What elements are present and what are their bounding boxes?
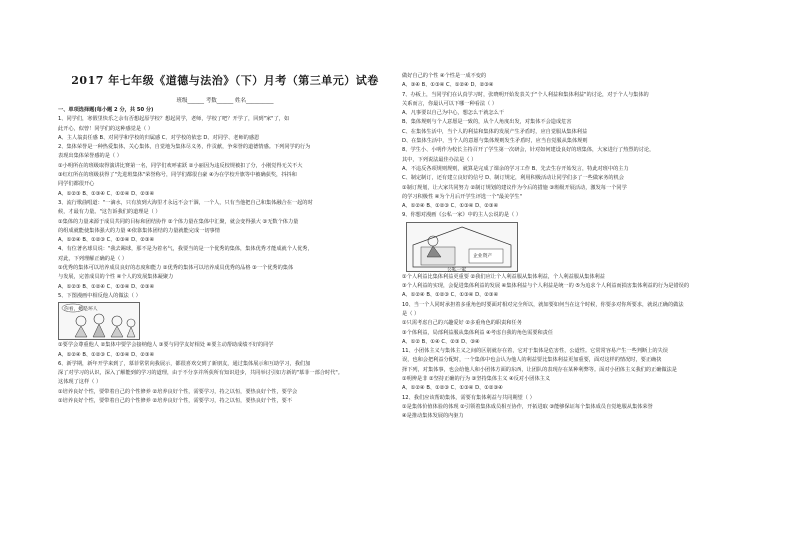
- left-column: [58, 106, 388, 406]
- question-text-line: ③红红所在的班级获得了"先进班集体"荣誉称号，同学们都很自豪 ④为在学校升旗等中被确获奖，抖抖和: [58, 172, 297, 179]
- question-text-line: ③个人利益的实现，会促进集体利益的发展 ④集体利益与个人利益是统一的 ⑤为追求个人利益而损害集体利益的行为是错误的: [402, 283, 690, 290]
- question-text-line: 6、新学期，新年开学来到了，慕菲常常向我展示，都很喜欢交到了新朋友，通过集体展示和互助学习，我们加: [58, 360, 311, 367]
- question-text-line: 做好自己的个性 ④个性是一成不变的: [402, 73, 487, 79]
- cartoon1-caption: 你看，她是坏人: [64, 307, 98, 313]
- exam-title: 2017 年七年级《道德与法治》（下）月考（第三单元）试卷: [71, 74, 379, 87]
- question-text-line: 择下列，对集体事，也会给他人和小团体方面的东西，让团队的表现存在某种利弊等。面对小团体主义我们的正确做法是: [402, 366, 677, 373]
- question-text-line: ①是集体价值体验的体现 ②引领着集体成员相互协作，开拓进取 ③能够保证每个集体成员自觉地服从集体荣誉: [402, 403, 653, 410]
- question-text-line: A、主人翁责任感 B、对同学和学校的归属感 C、对学校的依恋 D、对同学、老师的感恩: [58, 134, 260, 141]
- question-text-line: A、①②④ B、①②③ C、①③④ D、②③④: [58, 351, 155, 358]
- question-text-line: B、集体规则与个人意愿是一致的，从个人角度出发，对集体不会造成危害: [402, 119, 572, 126]
- question-text-line: ①只需考虑自己的兴趣爱好 ②多重角色的职责和任务: [402, 320, 522, 327]
- question-text-line: 8、学生小、小明作为校长主持召开了学生第一次研会，针对如何建设良好的班集体，大家进行了热烈的讨论，: [402, 147, 655, 154]
- question-text-line: 误，也和会把利益分配时，一个集体中也会认为他人的利益要比集体利益更加重要，面对这样的情况时，要正确抉: [402, 357, 662, 364]
- question-text-line: 其中，下列说法最佳办法是（ ）: [402, 156, 477, 163]
- question-text-line: A、①②④ B、①②③ C、①③④ D、②③④: [58, 237, 155, 244]
- question-text-line: C、在集体生活中，当个人的利益和集体的发展产生矛盾时，应自觉服从集体利益: [402, 128, 588, 135]
- question-text-line: 表现出集体荣誉感的是（ ）: [58, 153, 122, 160]
- question-text-line: 此开心，似曾！同学们的这种感觉是（ ）: [58, 125, 154, 132]
- cartoon-public-private-image: [406, 222, 518, 272]
- question-text-line: 11、小团体主义与集体主义之间的区别就存在着，它对于集体是危害性，公道性。它常常容易产生一些判断上的失误: [402, 348, 668, 355]
- question-text-line: ①优秀的集体可以培养成员良好的态度和能力 ②优秀的集体可以培养成员优秀的品格 ③一个优秀的集体: [58, 265, 294, 272]
- right-column: [402, 72, 742, 422]
- question-text-line: ①培养良好个性，要带着自己的个性修养 ②培养良好个性，需要学习，持之以恒，要热良好个性，要学会: [58, 388, 298, 395]
- question-text-line: 1、同学们，寒假里快乐之余有否想起原学校？想起同学，老师，学校了吧？开学了，回到"家"了，如: [58, 116, 290, 123]
- question-text-line: 9、你想对漫画《公私一家》中的主人公说的是（ ）: [402, 212, 522, 219]
- question-text-line: ①制订规划，让大家共同努力 ②制订规划的建议作为今后的措施 ③班级开展活动，激发每一个同学: [402, 184, 627, 191]
- question-text-line: 关系而言，你最认可以下哪一种看法（ ）: [402, 100, 498, 107]
- question-text-line: A、①②③ B、①②④ C、①③④ D、②③④: [58, 283, 155, 290]
- question-text-line: 2、集体荣誉是一种热爱集体，关心集体，自觉地为集体尽义务，作贡献，争荣誉的道德情感。下列同学的行为: [58, 144, 311, 151]
- question-text-line: ④是推动集体发展的内驱力: [402, 413, 464, 420]
- question-text-line: ①个人利益比集体利益更重要 ②我们应让个人利益服从集体利益，个人利益服从集体利益: [402, 273, 605, 280]
- question-text-line: 的学习积极性 ④为个月后开学生评选一个"最美学生": [402, 193, 523, 200]
- question-text-line: 深了对学习的认识，深入了解能到的学习的道理，由于不分享并所获所有知识进步，共同举讨引如方新的"慕菲一部合时代"。: [58, 370, 343, 377]
- question-text-line: ①明辨是非 ②坚持正确的行为 ③坚持集体主义 ④反对小团体主义: [402, 376, 551, 383]
- question-text-line: 4、有位著名球员说："我去踢球，那不是为着名气，我要当的是一个优秀的集体，集体优秀才能成就个人优秀，: [58, 246, 313, 253]
- question-text-line: 7、办板上，当同学们在认真学习时，张晓明开始发表关于"个人利益和集体利益"的讨论，对于个人与集体的: [402, 91, 649, 98]
- question-text-line: A、①②③ B、①③④ C、①②④ D、②③④: [58, 190, 155, 197]
- question-text-line: A、不违反各项规则规则，就算是完成了课余的学习工作 B、先去生存开始发言，特此对班中的主力: [402, 165, 629, 172]
- student-info-line: 班级______ 考数______ 姓名__________: [176, 98, 274, 104]
- question-text-line: 3、流行歌曲唱道："一滴水，只有放到大海里才永远不会干涸，一个人，只有当他把自己和集体融合在一起的时: [58, 199, 313, 206]
- question-text-line: A、①②④ B、①②③ C、①③④ D、②③④: [402, 203, 499, 210]
- question-text-line: C、制定制订，还有建立良好的信号 D、制订规定，利用积极活动让同学们多了一些做家务的机会: [402, 175, 624, 182]
- question-text-line: 10、当一个人同时承担着多重角色时要面对相对完全所以，就如要如何当在这个时候，你要多对你所要求，就说正确的做法: [402, 301, 684, 308]
- question-text-line: A、①②④ B、①②③ C、①③④ D、①②③④: [402, 385, 503, 392]
- question-text-line: ①要学会尊重他人 ②集体中要学会接纳他人 ③要与同学友好相处 ④要主动帮助成绩不好的同学: [58, 342, 274, 349]
- house-drawing: [407, 223, 517, 271]
- question-text-line: A、③④ B、①③④ C、①②④ D、②③④: [402, 82, 494, 89]
- question-text-line: D、在集体生活中，当个人的意愿与集体规则发生矛盾时，应当自觉服从集体规则: [402, 138, 588, 145]
- question-text-line: 候，才最有力量。"这告诉我们的道理是（ ）: [58, 209, 161, 216]
- question-text-line: ①集体的力量来源于成员共同的目标和团结协作 ②个体力量在集体中汇聚，就会变得强大 ③无数个体力量: [58, 218, 299, 225]
- question-text-line: 的组成就能使集体强大的力量 ④依靠集体团结的力量就能完成一切事情: [58, 227, 220, 234]
- question-text-line: A、①②④ B、①②③ C、①③④ D、②③④: [402, 292, 499, 299]
- cartoon-classmates-image: [58, 302, 140, 340]
- question-text-line: 12、我们应该帮助集体，需要有集体利益与共同期望（ ）: [402, 394, 535, 401]
- cartoon2-label: 企业资产: [473, 253, 493, 259]
- question-text-line: A、①② B、①④ C、②③ D、③④: [402, 338, 480, 345]
- question-text-line: ③个体利益，局部利益服从集体利益 ④考虑自我的角色需要和责任: [402, 329, 554, 336]
- question-text-line: A、凡事要以自己为中心，想怎么干就怎么干: [402, 110, 505, 117]
- question-text-line: ①培养良好个性，要带着自己的个性修养 ②培养良好个性，需要学习，持之以恒，要热良好个性，要不: [58, 398, 293, 405]
- question-text-line: 对此，下列理解正确的是（ ）: [58, 255, 128, 262]
- question-text-line: ①小明所在的班级取得演讲比赛第一名，同学们欢呼雀跃 ②小丽因为违反校规被扣了分，小刚觉得无关不大: [58, 162, 303, 169]
- question-text-line: 5、下图漫画中相反他人的做法（ ）: [58, 292, 141, 299]
- cartoon2-title: 公私一家: [447, 267, 467, 273]
- question-text-line: 一、单项选择题(每小题 2 分，共 50 分): [58, 107, 154, 113]
- question-text-line: 这体现了这样（ ）: [58, 379, 102, 386]
- question-text-line: 同学们都很开心: [58, 181, 95, 188]
- question-text-line: 是（ ）: [402, 310, 420, 317]
- question-text-line: 与发展，完善成员的个性 ④个人的发展集体凝聚力: [58, 274, 174, 281]
